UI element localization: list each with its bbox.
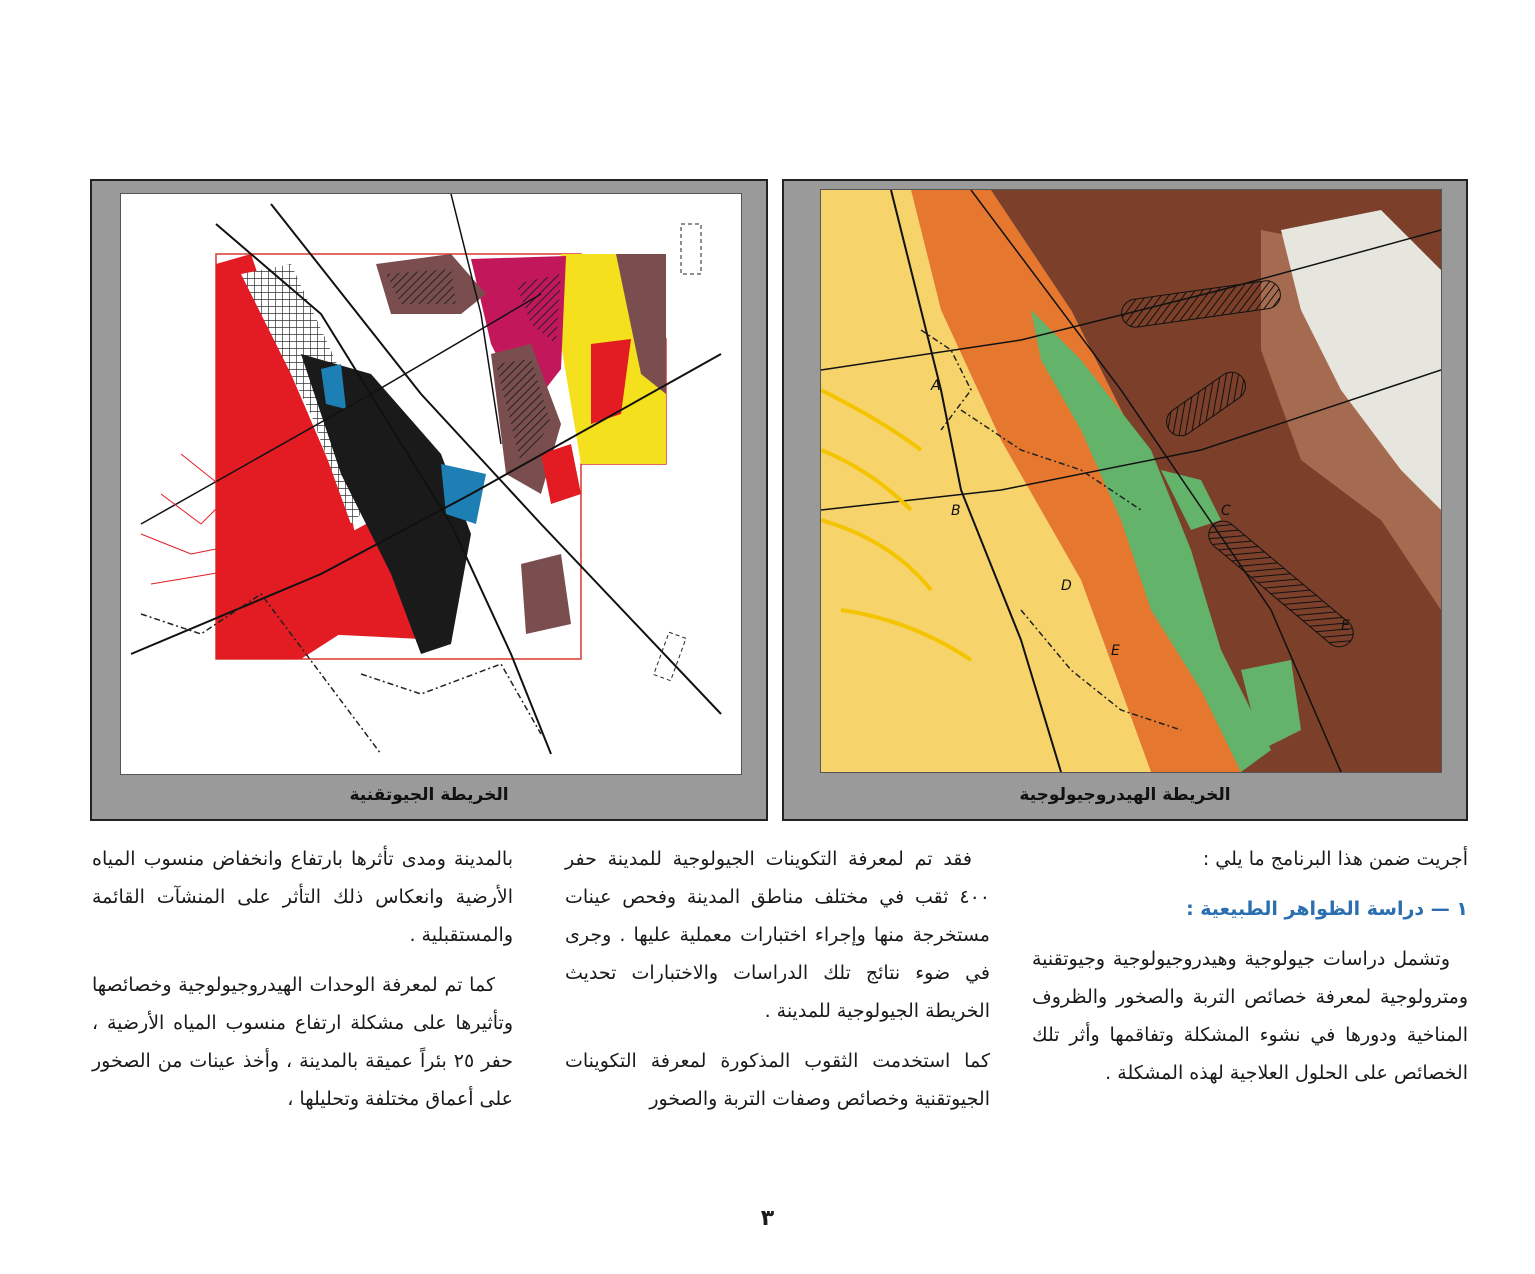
text-column-right bbox=[1032, 840, 1468, 1104]
hydrogeological-map-figure bbox=[782, 179, 1468, 821]
map-label-b: B bbox=[951, 503, 961, 519]
intro-line: أجريت ضمن هذا البرنامج ما يلي : bbox=[1202, 848, 1468, 870]
map-label-e: E bbox=[1111, 643, 1120, 659]
map-label-e2: E bbox=[1341, 618, 1350, 634]
paragraph-geology: فقد تم لمعرفة التكوينات الجيولوجية للمدينة حفر ٤٠٠ ثقب في مختلف مناطق المدينة وفحص عينات مستخرجة منها وإجراء اختبارات معملية عليها . وجرى في ضوء نتائج تلك الدراسات والاختبارات تحديث الخريطة الجيولوجية للمدينة . bbox=[565, 848, 990, 1022]
hydrogeological-map-graphic bbox=[821, 190, 1441, 772]
geotechnical-map bbox=[120, 193, 742, 775]
paragraph-geotechnical: كما استخدمت الثقوب المذكورة لمعرفة التكوينات الجيوتقنية وخصائص وصفات التربة والصخور bbox=[565, 1050, 990, 1110]
paragraph-hydrogeology: كما تم لمعرفة الوحدات الهيدروجيولوجية وخصائصها وتأثيرها على مشكلة ارتفاع منسوب المياه الأرضية ، حفر ٢٥ بئراً عميقة بالمدينة ، وأخذ عينات من الصخور على أعماق مختلفة وتحليلها ، bbox=[92, 974, 513, 1110]
hydrogeological-map bbox=[820, 189, 1442, 773]
hydrogeological-map-caption: الخريطة الهيدروجيولوجية bbox=[1019, 785, 1231, 805]
paragraph-groundwater-effect: بالمدينة ومدى تأثرها بارتفاع وانخفاض منسوب المياه الأرضية وانعكاس ذلك التأثر على المنشآت القائمة والمستقبلية . bbox=[92, 848, 513, 946]
map-label-c: C bbox=[1221, 503, 1231, 519]
section-heading: ١ — دراسة الظواهر الطبيعية : bbox=[1186, 898, 1468, 920]
geotechnical-map-figure bbox=[90, 179, 768, 821]
geotechnical-map-graphic bbox=[121, 194, 741, 774]
text-column-middle bbox=[565, 840, 990, 1130]
text-column-left bbox=[92, 840, 513, 1130]
page-number: ٣ bbox=[760, 1206, 775, 1231]
map-label-a: A bbox=[931, 378, 941, 394]
map-label-d: D bbox=[1061, 578, 1072, 594]
paragraph-natural-phenomena: وتشمل دراسات جيولوجية وهيدروجيولوجية وجيوتقنية ومترولوجية لمعرفة خصائص التربة والصخور والظروف المناخية ودورها في نشوء المشكلة وتفاقمها وأثر تلك الخصائص على الحلول العلاجية لهذه المشكلة . bbox=[1032, 948, 1468, 1084]
geotechnical-map-caption: الخريطة الجيوتقنية bbox=[349, 785, 509, 805]
